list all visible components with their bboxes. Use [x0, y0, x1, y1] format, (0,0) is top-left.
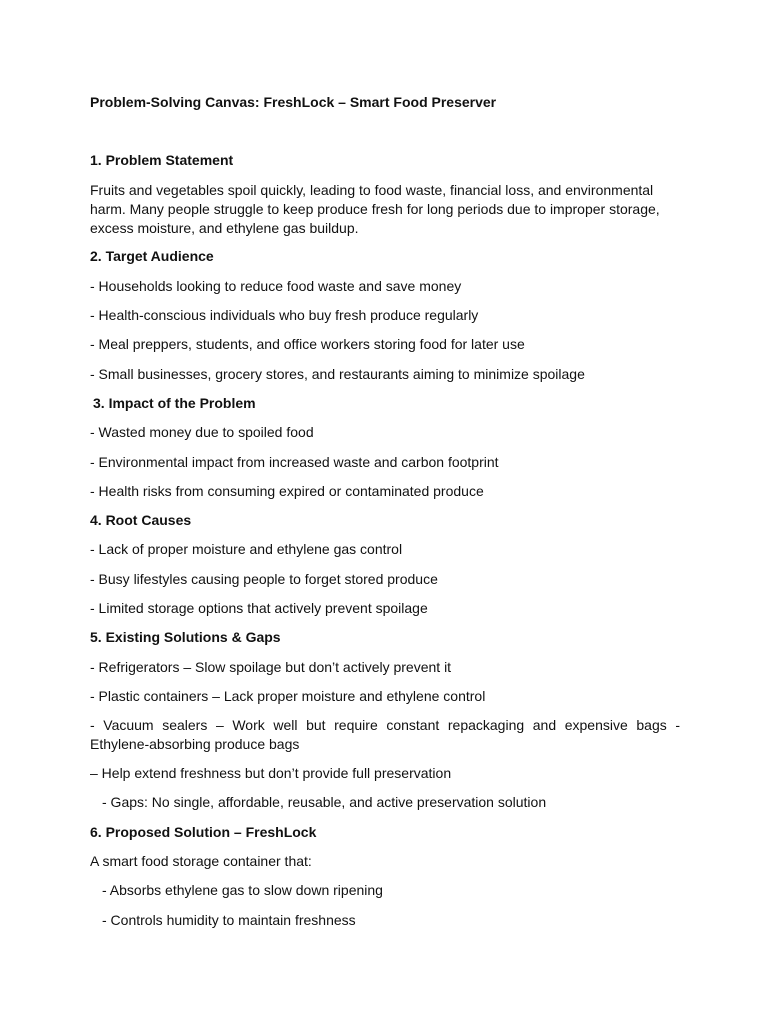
list-item: - Environmental impact from increased waste and carbon footprint	[90, 454, 499, 470]
list-item: - Refrigerators – Slow spoilage but don’t actively prevent it	[90, 659, 452, 675]
heading-existing-solutions: 5. Existing Solutions & Gaps	[90, 629, 281, 645]
list-item: - Busy lifestyles causing people to forget stored produce	[90, 571, 438, 587]
heading-problem-statement: 1. Problem Statement	[90, 152, 234, 168]
list-item: – Help extend freshness but don’t provide full preservation	[90, 765, 452, 781]
list-item: - Vacuum sealers – Work well but require constant repackaging and expensive bags - Ethylene-absorbing produce bags	[90, 717, 680, 752]
list-item: - Households looking to reduce food waste and save money	[90, 278, 462, 294]
list-item: - Lack of proper moisture and ethylene gas control	[90, 541, 403, 557]
list-item: - Absorbs ethylene gas to slow down ripening	[102, 882, 383, 898]
list-item: - Limited storage options that actively prevent spoilage	[90, 600, 428, 616]
list-item: - Health-conscious individuals who buy fresh produce regularly	[90, 307, 479, 323]
problem-statement-text: Fruits and vegetables spoil quickly, leading to food waste, financial loss, and environmental harm. Many people struggle to keep produce fresh for long periods due to improper storage, excess moisture, and ethylene gas buildup.	[90, 182, 660, 236]
document-title: Problem-Solving Canvas: FreshLock – Smart Food Preserver	[90, 94, 497, 110]
heading-root-causes: 4. Root Causes	[90, 512, 192, 528]
list-item: - Wasted money due to spoiled food	[90, 424, 314, 440]
heading-target-audience: 2. Target Audience	[90, 248, 214, 264]
list-item: - Health risks from consuming expired or contaminated produce	[90, 483, 484, 499]
list-item: - Controls humidity to maintain freshness	[102, 912, 356, 928]
list-item: - Small businesses, grocery stores, and restaurants aiming to minimize spoilage	[90, 366, 585, 382]
heading-impact: 3. Impact of the Problem	[93, 395, 256, 411]
list-item: - Plastic containers – Lack proper moisture and ethylene control	[90, 688, 486, 704]
list-item: - Meal preppers, students, and office workers storing food for later use	[90, 336, 525, 352]
proposed-solution-intro: A smart food storage container that:	[90, 853, 312, 869]
heading-proposed-solution: 6. Proposed Solution – FreshLock	[90, 824, 317, 840]
gaps-note: - Gaps: No single, affordable, reusable, and active preservation solution	[102, 794, 547, 810]
